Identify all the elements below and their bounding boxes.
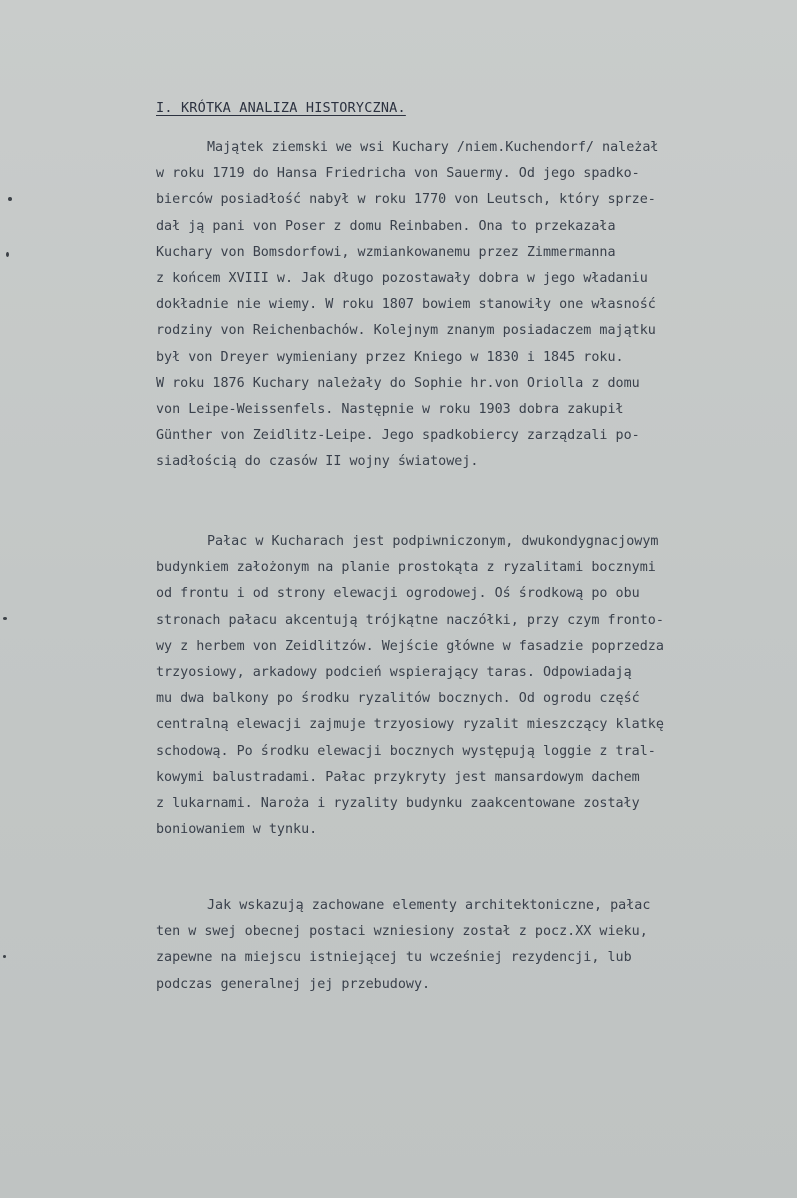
text-line: centralną elewacji zajmuje trzyosiowy ryzalit mieszczący klatkę	[156, 717, 664, 733]
text-line: Kuchary von Bomsdorfowi, wzmiankowanemu przez Zimmermanna	[156, 244, 616, 260]
text-line: kowymi balustradami. Pałac przykryty jest mansardowym dachem	[156, 769, 640, 785]
punch-mark	[6, 252, 9, 257]
text-line: W roku 1876 Kuchary należały do Sophie hr.von Oriolla z domu	[156, 375, 640, 391]
text-line: w roku 1719 do Hansa Friedricha von Sauermy. Od jego spadko-	[156, 166, 640, 182]
text-line: ten w swej obecnej postaci wzniesiony został z pocz.XX wieku,	[156, 924, 648, 940]
text-line: zapewne na miejscu istniejącej tu wcześniej rezydencji, lub	[156, 950, 632, 966]
text-line: Majątek ziemski we wsi Kuchary /niem.Kuchendorf/ należał	[207, 140, 659, 155]
document-heading: I. KRÓTKA ANALIZA HISTORYCZNA.	[156, 100, 406, 116]
text-line: stronach pałacu akcentują trójkątne naczółki, przy czym fronto-	[156, 612, 664, 628]
text-line: dał ją pani von Poser z domu Reinbaben. Ona to przekazała	[156, 218, 616, 234]
text-line: von Leipe-Weissenfels. Następnie w roku 1903 dobra zakupił	[156, 402, 624, 417]
text-line: był von Dreyer wymieniany przez Kniego w 1830 i 1845 roku.	[156, 349, 624, 365]
text-line: Günther von Zeidlitz-Leipe. Jego spadkobiercy zarządzali po-	[156, 428, 640, 444]
text-line: Jak wskazują zachowane elementy architektoniczne, pałac	[207, 898, 651, 913]
text-line: mu dwa balkony po środku ryzalitów bocznych. Od ogrodu część	[156, 691, 640, 707]
text-line: z końcem XVIII w. Jak długo pozostawały dobra w jego władaniu	[156, 271, 648, 286]
text-line: siadłością do czasów II wojny światowej.	[156, 454, 479, 470]
punch-mark	[3, 617, 7, 620]
punch-mark	[8, 197, 12, 201]
text-line: z lukarnami. Naroża i ryzality budynku zaakcentowane zostały	[156, 796, 640, 811]
text-line: podczas generalnej jej przebudowy.	[156, 976, 431, 992]
text-line: bierców posiadłość nabył w roku 1770 von Leutsch, który sprze-	[156, 192, 656, 208]
punch-mark	[3, 955, 6, 958]
text-line: dokładnie nie wiemy. W roku 1807 bowiem stanowiły one własność	[156, 297, 656, 313]
text-line: Pałac w Kucharach jest podpiwniczonym, dwukondygnacjowym	[207, 534, 659, 549]
text-line: od frontu i od strony elewacji ogrodowej. Oś środkową po obu	[156, 586, 640, 602]
text-line: schodową. Po środku elewacji bocznych występują loggie z tral-	[156, 743, 656, 759]
text-line: rodziny von Reichenbachów. Kolejnym znanym posiadaczem majątku	[156, 323, 656, 339]
text-line: boniowaniem w tynku.	[156, 822, 318, 838]
text-line: budynkiem założonym na planie prostokąta z ryzalitami bocznymi	[156, 560, 656, 576]
text-line: trzyosiowy, arkadowy podcień wspierający taras. Odpowiadają	[156, 665, 632, 680]
text-line: wy z herbem von Zeidlitzów. Wejście główne w fasadzie poprzedza	[156, 638, 664, 654]
